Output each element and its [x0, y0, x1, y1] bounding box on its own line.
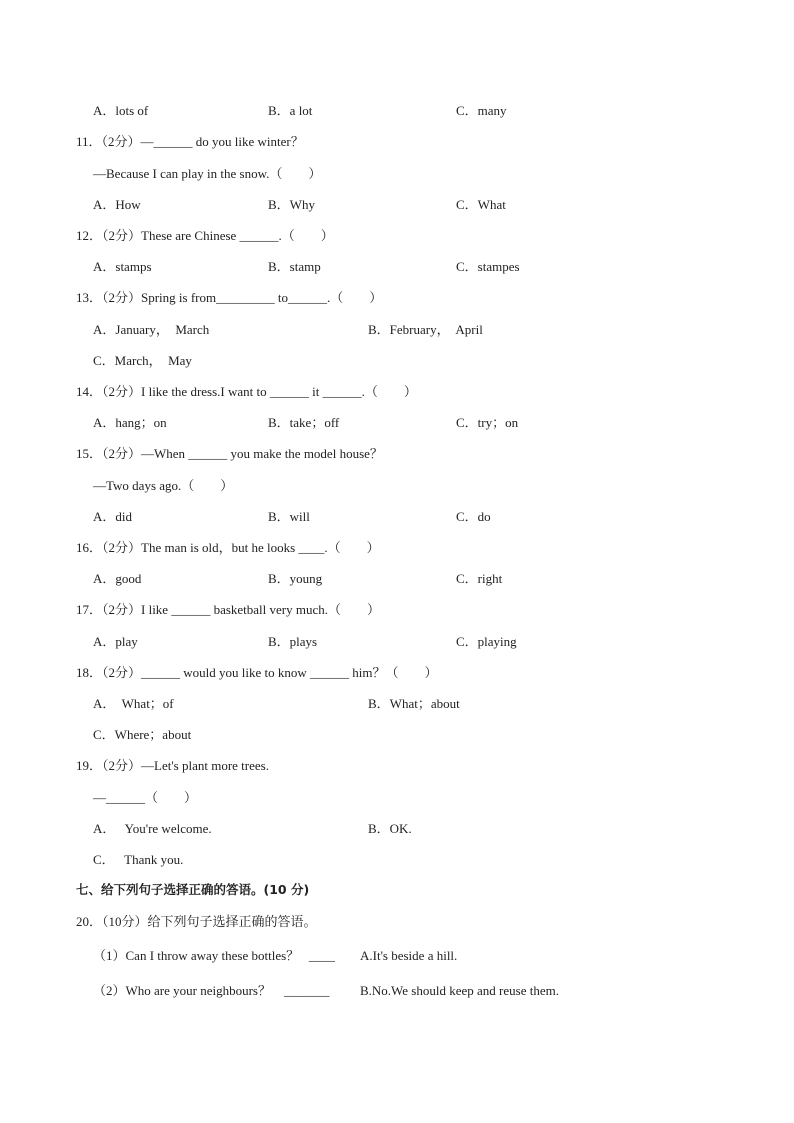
q12-stem: 12．（2分）These are Chinese ______.（ ） — [76, 228, 334, 243]
q16-option-a: A．good — [93, 571, 142, 586]
q10-option-a: A．lots of — [93, 103, 149, 118]
q13-stem: 13．（2分）Spring is from_________ to______.（ ） — [76, 290, 383, 305]
q20-item-1-question: （1）Can I throw away these bottles？ ____ — [93, 948, 335, 963]
q20-item-2-question: （2）Who are your neighbours？ _______ — [93, 983, 330, 998]
q17-option-b: B．plays — [268, 634, 318, 649]
q15-option-c: C．do — [456, 509, 491, 524]
q11-stem-response: —Because I can play in the snow.（ ） — [93, 166, 322, 181]
q11-stem: 11．（2分）—______ do you like winter？ — [76, 134, 304, 149]
q20-item-1-answer: A.It's beside a hill. — [360, 948, 458, 963]
q16-option-c: C．right — [456, 571, 503, 586]
q19-option-a: A． You're welcome. — [93, 821, 212, 836]
q12-option-a: A．stamps — [93, 259, 152, 274]
q20-stem: 20．（10分）给下列句子选择正确的答语。 — [76, 914, 317, 929]
q14-option-a: A．hang；on — [93, 415, 167, 430]
q19-option-b: B．OK. — [368, 821, 412, 836]
q13-option-b: B．February， April — [368, 322, 483, 337]
q11-option-b: B．Why — [268, 197, 315, 212]
q12-option-c: C．stampes — [456, 259, 520, 274]
q18-stem: 18．（2分）______ would you like to know ______ him？（ ） — [76, 665, 438, 680]
q19-option-c: C． Thank you. — [93, 852, 184, 867]
q15-option-a: A．did — [93, 509, 133, 524]
q16-option-b: B．young — [268, 571, 323, 586]
q10-option-b: B．a lot — [268, 103, 313, 118]
q13-option-c: C．March， May — [93, 353, 192, 368]
q20-item-2-answer: B.No.We should keep and reuse them. — [360, 983, 559, 998]
q17-option-a: A．play — [93, 634, 138, 649]
q18-option-c: C．Where；about — [93, 727, 192, 742]
q16-stem: 16．（2分）The man is old，but he looks ____.（ ） — [76, 540, 380, 555]
q11-option-c: C．What — [456, 197, 506, 212]
q13-option-a: A．January， March — [93, 322, 210, 337]
q12-option-b: B．stamp — [268, 259, 321, 274]
q19-stem-response: —______（ ） — [93, 790, 198, 805]
q19-stem: 19．（2分）—Let's plant more trees. — [76, 758, 269, 773]
q15-stem: 15．（2分）—When ______ you make the model house？ — [76, 446, 383, 461]
q17-option-c: C．playing — [456, 634, 517, 649]
q18-option-b: B．What；about — [368, 696, 460, 711]
q11-option-a: A．How — [93, 197, 141, 212]
q18-option-a: A． What；of — [93, 696, 174, 711]
q10-option-c: C．many — [456, 103, 507, 118]
section-heading: 七、给下列句子选择正确的答语。(10 分) — [76, 882, 310, 897]
q14-option-b: B．take；off — [268, 415, 340, 430]
q17-stem: 17．（2分）I like ______ basketball very much.（ ） — [76, 602, 381, 617]
q15-option-b: B．will — [268, 509, 310, 524]
q14-stem: 14．（2分）I like the dress.I want to ______ it ______.（ ） — [76, 384, 417, 399]
q15-stem-response: —Two days ago.（ ） — [93, 478, 234, 493]
q14-option-c: C．try；on — [456, 415, 519, 430]
